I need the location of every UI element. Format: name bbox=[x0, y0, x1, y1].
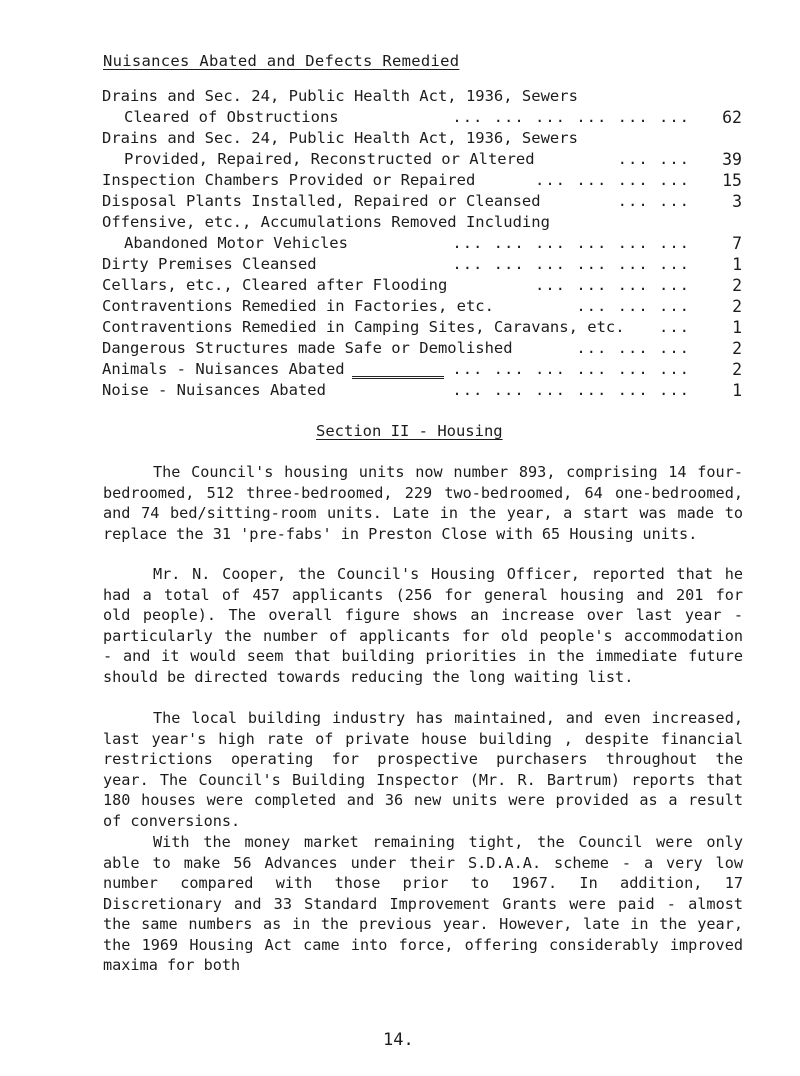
row-value: 1 bbox=[732, 318, 742, 337]
paragraph: The local building industry has maintained, and even increased, last year's high rate of private house building , despite financial restrictions operating for prospective purchasers throughout the year. The Council's Building Inspector (Mr. R. Bartrum) reports that 180 houses were completed and 36 new units were provided as a result of conversions. bbox=[103, 709, 743, 830]
row-value: 7 bbox=[732, 234, 742, 253]
row-dots: ... ... bbox=[617, 192, 690, 210]
row-dots: ... ... ... ... ... ... bbox=[452, 381, 690, 399]
row-dots: ... ... ... ... bbox=[535, 171, 690, 189]
table-row bbox=[102, 254, 742, 275]
row-value: 15 bbox=[722, 171, 742, 190]
table-row bbox=[102, 275, 742, 296]
row-value: 2 bbox=[732, 339, 742, 358]
row-value: 2 bbox=[732, 360, 742, 379]
table-row bbox=[102, 338, 742, 359]
row-label: Noise - Nuisances Abated bbox=[102, 381, 326, 399]
row-label: Contraventions Remedied in Factories, etc. bbox=[102, 297, 494, 315]
table-row bbox=[102, 149, 742, 170]
table-row bbox=[102, 233, 742, 254]
row-label: Dirty Premises Cleansed bbox=[102, 255, 317, 273]
row-dots: ... ... ... ... bbox=[535, 276, 690, 294]
table-row bbox=[102, 296, 742, 317]
table-row bbox=[102, 170, 742, 191]
paragraph: With the money market remaining tight, the Council were only able to make 56 Advances under their S.D.A.A. scheme - a very low number compared with those prior to 1967. In addition, 17 Discretionary and 33 Standard Improvement Grants were paid - almost the same numbers as in the previous year. However, late in the year, the 1969 Housing Act came into force, offering considerably improved maxima for both bbox=[103, 833, 743, 974]
row-label: Dangerous Structures made Safe or Demolished bbox=[102, 339, 513, 357]
row-dots: ... ... ... ... ... ... bbox=[452, 108, 690, 126]
row-value: 1 bbox=[732, 381, 742, 400]
table-row bbox=[102, 380, 742, 401]
page-heading: Nuisances Abated and Defects Remedied bbox=[103, 52, 460, 70]
row-label: Cleared of Obstructions bbox=[124, 108, 339, 126]
row-label: Abandoned Motor Vehicles bbox=[124, 234, 348, 252]
nuisances-table bbox=[102, 86, 742, 401]
row-dots: ... bbox=[659, 318, 690, 336]
row-label: Offensive, etc., Accumulations Removed Including bbox=[102, 213, 550, 231]
row-dots: ... ... ... ... ... ... bbox=[452, 360, 690, 378]
row-value: 62 bbox=[722, 108, 742, 127]
row-value: 2 bbox=[732, 297, 742, 316]
paragraph: The Council's housing units now number 893, comprising 14 four-bedroomed, 512 three-bedroomed, 229 two-bedroomed, 64 one-bedroomed, and 74 bed/sitting-room units. Late in the year, a start was made to replace the 31 'pre-fabs' in Preston Close with 65 Housing units. bbox=[103, 463, 743, 543]
paragraph: Mr. N. Cooper, the Council's Housing Officer, reported that he had a total of 457 applicants (256 for general housing and 201 for old people). The overall figure shows an increase over last year - particularly the number of applicants for old people's accommodation - and it would seem that building priorities in the immediate future should be directed towards reducing the long waiting list. bbox=[103, 565, 743, 686]
section-title: Section II - Housing bbox=[316, 422, 503, 440]
row-dots: ... ... ... ... ... ... bbox=[452, 234, 690, 252]
page-number: 14. bbox=[383, 1030, 414, 1050]
table-row bbox=[102, 212, 742, 233]
row-dots: ... ... ... bbox=[576, 297, 690, 315]
row-label: Drains and Sec. 24, Public Health Act, 1936, Sewers bbox=[102, 87, 578, 105]
row-label: Provided, Repaired, Reconstructed or Altered bbox=[124, 150, 535, 168]
table-row bbox=[102, 107, 742, 128]
row-label: Inspection Chambers Provided or Repaired bbox=[102, 171, 476, 189]
table-row bbox=[102, 128, 742, 149]
row-label: Animals - Nuisances Abated bbox=[102, 360, 345, 378]
row-dots: ... ... bbox=[617, 150, 690, 168]
section-divider bbox=[352, 376, 444, 379]
row-label: Drains and Sec. 24, Public Health Act, 1936, Sewers bbox=[102, 129, 578, 147]
row-dots: ... ... ... bbox=[576, 339, 690, 357]
row-dots: ... ... ... ... ... ... bbox=[452, 255, 690, 273]
row-value: 1 bbox=[732, 255, 742, 274]
row-label: Contraventions Remedied in Camping Sites, Caravans, etc. bbox=[102, 318, 625, 336]
row-value: 2 bbox=[732, 276, 742, 295]
table-row bbox=[102, 191, 742, 212]
row-value: 39 bbox=[722, 150, 742, 169]
row-label: Disposal Plants Installed, Repaired or Cleansed bbox=[102, 192, 541, 210]
row-label: Cellars, etc., Cleared after Flooding bbox=[102, 276, 448, 294]
row-value: 3 bbox=[732, 192, 742, 211]
table-row bbox=[102, 86, 742, 107]
table-row bbox=[102, 317, 742, 338]
